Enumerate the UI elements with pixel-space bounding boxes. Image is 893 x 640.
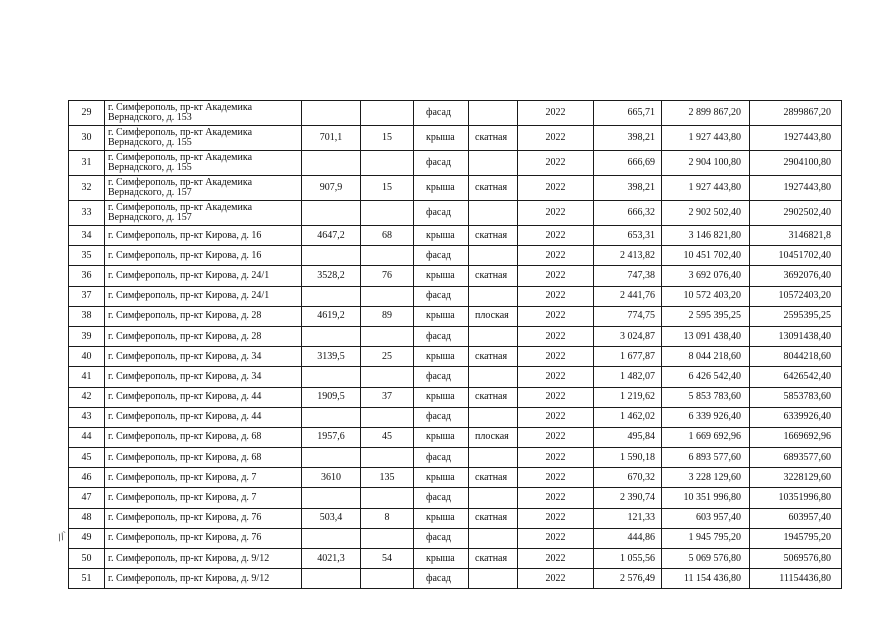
cell-element: фасад [414, 528, 469, 548]
table-row [69, 201, 842, 226]
cell-element: фасад [414, 151, 469, 176]
cell-apartments: 54 [361, 549, 414, 569]
cell-year: 2022 [518, 448, 594, 468]
table-row [69, 306, 842, 326]
cell-number: 35 [69, 246, 105, 266]
cell-number: 42 [69, 387, 105, 407]
cell-apartments: 89 [361, 306, 414, 326]
table-row [69, 387, 842, 407]
cell-apartments [361, 151, 414, 176]
cell-area: 4021,3 [302, 549, 361, 569]
cell-roof-type: скатная [469, 266, 518, 286]
cell-year: 2022 [518, 569, 594, 589]
cell-total: 8044218,60 [750, 347, 842, 367]
cell-number: 50 [69, 549, 105, 569]
table-row [69, 126, 842, 151]
cell-total: 6893577,60 [750, 448, 842, 468]
cell-total: 6426542,40 [750, 367, 842, 387]
cell-number: 37 [69, 286, 105, 306]
cell-year: 2022 [518, 151, 594, 176]
cell-year: 2022 [518, 387, 594, 407]
cell-roof-type [469, 407, 518, 427]
cell-element: фасад [414, 448, 469, 468]
cell-cost: 1 945 795,20 [662, 528, 750, 548]
cell-number: 34 [69, 226, 105, 246]
cell-cost: 10 572 403,20 [662, 286, 750, 306]
cell-roof-type [469, 101, 518, 126]
cell-address: г. Симферополь, пр-кт Кирова, д. 34 [105, 347, 302, 367]
cell-address: г. Симферополь, пр-кт Кирова, д. 28 [105, 326, 302, 346]
cell-area: 4619,2 [302, 306, 361, 326]
cell-total: 1945795,20 [750, 528, 842, 548]
cell-year: 2022 [518, 201, 594, 226]
cell-year: 2022 [518, 528, 594, 548]
cell-year: 2022 [518, 286, 594, 306]
cell-area [302, 151, 361, 176]
cell-total: 2899867,20 [750, 101, 842, 126]
cell-total: 3228129,60 [750, 468, 842, 488]
cell-cost: 6 426 542,40 [662, 367, 750, 387]
cell-year: 2022 [518, 176, 594, 201]
cell-total: 2904100,80 [750, 151, 842, 176]
margin-mark: //` [56, 530, 70, 544]
cell-address: г. Симферополь, пр-кт Кирова, д. 24/1 [105, 266, 302, 286]
cell-cost: 13 091 438,40 [662, 326, 750, 346]
cell-volume: 1 482,07 [594, 367, 662, 387]
cell-element: фасад [414, 246, 469, 266]
table-row [69, 176, 842, 201]
cell-roof-type [469, 246, 518, 266]
cell-volume: 398,21 [594, 126, 662, 151]
table-body [69, 101, 842, 589]
cell-number: 43 [69, 407, 105, 427]
cell-area [302, 246, 361, 266]
cell-roof-type [469, 326, 518, 346]
cell-area [302, 367, 361, 387]
cell-area [302, 488, 361, 508]
cell-address: г. Симферополь, пр-кт Академика Вернадского, д. 157 [105, 201, 302, 226]
cell-address: г. Симферополь, пр-кт Кирова, д. 34 [105, 367, 302, 387]
cell-address: г. Симферополь, пр-кт Кирова, д. 16 [105, 226, 302, 246]
cell-apartments: 15 [361, 126, 414, 151]
table-row [69, 488, 842, 508]
cell-total: 10572403,20 [750, 286, 842, 306]
cell-total: 13091438,40 [750, 326, 842, 346]
cell-element: фасад [414, 286, 469, 306]
cell-apartments [361, 201, 414, 226]
cell-total: 1927443,80 [750, 176, 842, 201]
cell-element: фасад [414, 367, 469, 387]
cell-number: 40 [69, 347, 105, 367]
cell-total: 3146821,8 [750, 226, 842, 246]
cell-element: крыша [414, 176, 469, 201]
cell-roof-type: плоская [469, 427, 518, 447]
cell-element: фасад [414, 569, 469, 589]
cell-area: 4647,2 [302, 226, 361, 246]
cell-area: 907,9 [302, 176, 361, 201]
cell-number: 45 [69, 448, 105, 468]
cell-total: 10451702,40 [750, 246, 842, 266]
cell-total: 5853783,60 [750, 387, 842, 407]
cell-roof-type [469, 201, 518, 226]
cell-cost: 6 893 577,60 [662, 448, 750, 468]
cell-roof-type: скатная [469, 347, 518, 367]
cell-address: г. Симферополь, пр-кт Кирова, д. 7 [105, 488, 302, 508]
cell-volume: 670,32 [594, 468, 662, 488]
cell-number: 47 [69, 488, 105, 508]
cell-address: г. Симферополь, пр-кт Кирова, д. 16 [105, 246, 302, 266]
cell-apartments [361, 448, 414, 468]
cell-address: г. Симферополь, пр-кт Кирова, д. 24/1 [105, 286, 302, 306]
cell-year: 2022 [518, 427, 594, 447]
table-row [69, 286, 842, 306]
cell-address: г. Симферополь, пр-кт Кирова, д. 44 [105, 387, 302, 407]
table-row [69, 226, 842, 246]
cell-roof-type [469, 286, 518, 306]
cell-element: крыша [414, 508, 469, 528]
cell-year: 2022 [518, 468, 594, 488]
cell-element: фасад [414, 326, 469, 346]
cell-total: 3692076,40 [750, 266, 842, 286]
cell-element: крыша [414, 427, 469, 447]
cell-apartments: 135 [361, 468, 414, 488]
cell-total: 1669692,96 [750, 427, 842, 447]
table-row [69, 407, 842, 427]
table-row [69, 468, 842, 488]
cell-area: 3610 [302, 468, 361, 488]
cell-cost: 3 692 076,40 [662, 266, 750, 286]
cell-cost: 3 228 129,60 [662, 468, 750, 488]
table-row [69, 101, 842, 126]
cell-apartments [361, 246, 414, 266]
table-row [69, 266, 842, 286]
cell-cost: 5 853 783,60 [662, 387, 750, 407]
cell-element: крыша [414, 468, 469, 488]
table-row [69, 246, 842, 266]
cell-apartments [361, 286, 414, 306]
cell-total: 10351996,80 [750, 488, 842, 508]
cell-volume: 121,33 [594, 508, 662, 528]
cell-roof-type: скатная [469, 468, 518, 488]
cell-address: г. Симферополь, пр-кт Академика Вернадского, д. 157 [105, 176, 302, 201]
cell-volume: 444,86 [594, 528, 662, 548]
cell-volume: 2 390,74 [594, 488, 662, 508]
cell-apartments [361, 488, 414, 508]
cell-total: 1927443,80 [750, 126, 842, 151]
cell-roof-type [469, 367, 518, 387]
table-row [69, 528, 842, 548]
cell-cost: 2 902 502,40 [662, 201, 750, 226]
cell-volume: 1 462,02 [594, 407, 662, 427]
cell-year: 2022 [518, 326, 594, 346]
cell-apartments: 76 [361, 266, 414, 286]
cell-number: 49 [69, 528, 105, 548]
cell-year: 2022 [518, 488, 594, 508]
cell-element: крыша [414, 387, 469, 407]
cell-cost: 5 069 576,80 [662, 549, 750, 569]
cell-number: 46 [69, 468, 105, 488]
cell-year: 2022 [518, 407, 594, 427]
cell-cost: 2 904 100,80 [662, 151, 750, 176]
cell-address: г. Симферополь, пр-кт Кирова, д. 76 [105, 508, 302, 528]
cell-apartments: 25 [361, 347, 414, 367]
cell-apartments [361, 326, 414, 346]
cell-roof-type [469, 151, 518, 176]
cell-volume: 1 677,87 [594, 347, 662, 367]
cell-volume: 774,75 [594, 306, 662, 326]
cell-roof-type [469, 488, 518, 508]
cell-apartments: 8 [361, 508, 414, 528]
cell-total: 603957,40 [750, 508, 842, 528]
cell-roof-type: скатная [469, 126, 518, 151]
cell-cost: 10 451 702,40 [662, 246, 750, 266]
repair-register-table [68, 100, 842, 589]
cell-roof-type [469, 448, 518, 468]
cell-number: 36 [69, 266, 105, 286]
cell-total: 6339926,40 [750, 407, 842, 427]
cell-apartments [361, 528, 414, 548]
cell-area [302, 407, 361, 427]
cell-area: 3139,5 [302, 347, 361, 367]
cell-volume: 1 219,62 [594, 387, 662, 407]
cell-cost: 6 339 926,40 [662, 407, 750, 427]
cell-volume: 747,38 [594, 266, 662, 286]
cell-cost: 2 899 867,20 [662, 101, 750, 126]
cell-total: 2595395,25 [750, 306, 842, 326]
cell-volume: 2 441,76 [594, 286, 662, 306]
cell-element: фасад [414, 407, 469, 427]
cell-element: фасад [414, 101, 469, 126]
cell-address: г. Симферополь, пр-кт Академика Вернадского, д. 155 [105, 151, 302, 176]
cell-element: крыша [414, 306, 469, 326]
cell-total: 11154436,80 [750, 569, 842, 589]
cell-element: фасад [414, 201, 469, 226]
cell-roof-type [469, 528, 518, 548]
cell-year: 2022 [518, 246, 594, 266]
cell-area [302, 448, 361, 468]
cell-address: г. Симферополь, пр-кт Академика Вернадского, д. 153 [105, 101, 302, 126]
cell-area [302, 569, 361, 589]
cell-number: 30 [69, 126, 105, 151]
cell-cost: 1 669 692,96 [662, 427, 750, 447]
cell-area: 503,4 [302, 508, 361, 528]
table-row [69, 347, 842, 367]
cell-address: г. Симферополь, пр-кт Кирова, д. 28 [105, 306, 302, 326]
cell-year: 2022 [518, 126, 594, 151]
cell-area [302, 101, 361, 126]
cell-element: крыша [414, 347, 469, 367]
cell-year: 2022 [518, 549, 594, 569]
table-row [69, 549, 842, 569]
cell-volume: 2 576,49 [594, 569, 662, 589]
cell-area [302, 326, 361, 346]
cell-apartments: 68 [361, 226, 414, 246]
cell-number: 33 [69, 201, 105, 226]
cell-year: 2022 [518, 367, 594, 387]
cell-year: 2022 [518, 347, 594, 367]
cell-volume: 653,31 [594, 226, 662, 246]
cell-area: 3528,2 [302, 266, 361, 286]
cell-cost: 10 351 996,80 [662, 488, 750, 508]
cell-number: 48 [69, 508, 105, 528]
cell-volume: 666,69 [594, 151, 662, 176]
cell-address: г. Симферополь, пр-кт Кирова, д. 9/12 [105, 569, 302, 589]
cell-roof-type [469, 569, 518, 589]
cell-volume: 666,32 [594, 201, 662, 226]
cell-year: 2022 [518, 226, 594, 246]
cell-total: 5069576,80 [750, 549, 842, 569]
cell-area: 1957,6 [302, 427, 361, 447]
cell-area [302, 286, 361, 306]
cell-area [302, 201, 361, 226]
cell-element: крыша [414, 226, 469, 246]
cell-number: 29 [69, 101, 105, 126]
cell-apartments [361, 101, 414, 126]
cell-element: крыша [414, 126, 469, 151]
cell-number: 32 [69, 176, 105, 201]
cell-year: 2022 [518, 266, 594, 286]
cell-volume: 2 413,82 [594, 246, 662, 266]
cell-number: 41 [69, 367, 105, 387]
cell-number: 38 [69, 306, 105, 326]
cell-address: г. Симферополь, пр-кт Академика Вернадского, д. 155 [105, 126, 302, 151]
cell-apartments [361, 367, 414, 387]
cell-roof-type: плоская [469, 306, 518, 326]
table-row [69, 508, 842, 528]
cell-address: г. Симферополь, пр-кт Кирова, д. 68 [105, 448, 302, 468]
cell-element: фасад [414, 488, 469, 508]
cell-address: г. Симферополь, пр-кт Кирова, д. 9/12 [105, 549, 302, 569]
table-row [69, 326, 842, 346]
cell-cost: 603 957,40 [662, 508, 750, 528]
cell-year: 2022 [518, 101, 594, 126]
cell-roof-type: скатная [469, 508, 518, 528]
cell-volume: 1 055,56 [594, 549, 662, 569]
cell-cost: 3 146 821,80 [662, 226, 750, 246]
cell-cost: 1 927 443,80 [662, 176, 750, 201]
table-row [69, 151, 842, 176]
table-row [69, 367, 842, 387]
cell-cost: 11 154 436,80 [662, 569, 750, 589]
cell-area: 701,1 [302, 126, 361, 151]
cell-area: 1909,5 [302, 387, 361, 407]
cell-volume: 665,71 [594, 101, 662, 126]
cell-cost: 1 927 443,80 [662, 126, 750, 151]
cell-apartments: 45 [361, 427, 414, 447]
cell-roof-type: скатная [469, 549, 518, 569]
cell-roof-type: скатная [469, 176, 518, 201]
table-row [69, 427, 842, 447]
cell-year: 2022 [518, 508, 594, 528]
cell-address: г. Симферополь, пр-кт Кирова, д. 7 [105, 468, 302, 488]
cell-roof-type: скатная [469, 387, 518, 407]
cell-roof-type: скатная [469, 226, 518, 246]
cell-number: 39 [69, 326, 105, 346]
cell-cost: 2 595 395,25 [662, 306, 750, 326]
cell-element: крыша [414, 266, 469, 286]
table-row [69, 569, 842, 589]
cell-element: крыша [414, 549, 469, 569]
cell-volume: 398,21 [594, 176, 662, 201]
cell-number: 31 [69, 151, 105, 176]
cell-total: 2902502,40 [750, 201, 842, 226]
cell-address: г. Симферополь, пр-кт Кирова, д. 68 [105, 427, 302, 447]
cell-cost: 8 044 218,60 [662, 347, 750, 367]
cell-address: г. Симферополь, пр-кт Кирова, д. 76 [105, 528, 302, 548]
cell-area [302, 528, 361, 548]
table-row [69, 448, 842, 468]
cell-apartments: 37 [361, 387, 414, 407]
cell-volume: 3 024,87 [594, 326, 662, 346]
cell-apartments [361, 407, 414, 427]
cell-apartments: 15 [361, 176, 414, 201]
cell-number: 51 [69, 569, 105, 589]
cell-year: 2022 [518, 306, 594, 326]
cell-volume: 1 590,18 [594, 448, 662, 468]
cell-volume: 495,84 [594, 427, 662, 447]
cell-apartments [361, 569, 414, 589]
cell-number: 44 [69, 427, 105, 447]
cell-address: г. Симферополь, пр-кт Кирова, д. 44 [105, 407, 302, 427]
